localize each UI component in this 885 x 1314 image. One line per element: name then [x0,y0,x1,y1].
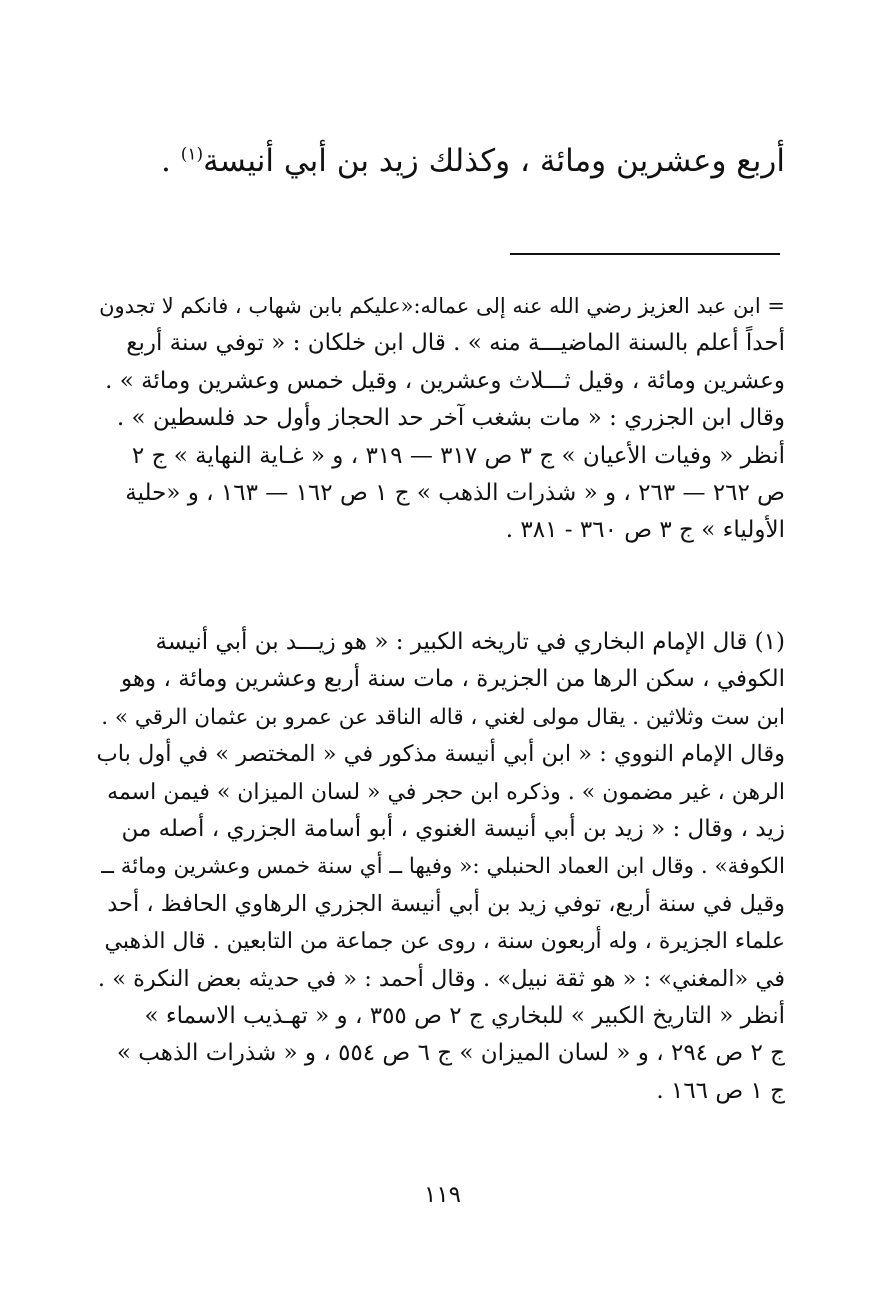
footnote-line: أنظر « التاريخ الكبير » للبخاري ج ٢ ص ٣٥٥ ، و « تهـذيب الاسماء » [144,1003,785,1030]
main-text-line [85,136,785,186]
footnote-line: ج ٢ ص ٢٩٤ ، و « لسان الميزان » ج ٦ ص ٥٥٤ ، و « شذرات الذهب » [116,1040,785,1067]
footnote-line: في «المغني» : « هو ثقة نبيل» . وقال أحمد : « في حديثه بعض النكرة » . [97,965,785,992]
footnote-line: زيد ، وقال : « زيد بن أبي أنيسة الغنوي ، أبو أسامة الجزري ، أصله من [121,816,785,843]
footnote-line: أحداً أعلم بالسنة الماضيـــة منه » . قال ابن خلكان : « توفي سنة أربع [126,330,785,357]
footnote-line: = ابن عبد العزيز رضي الله عنه إلى عماله:«عليكم بابن شهاب ، فانكم لا تجدون [99,294,785,318]
footnote-line: الرهن ، غير مضمون » . وذكره ابن حجر في « لسان الميزان » فيمن اسمه [107,779,785,805]
footnote-line: أنظر « وفيات الأعيان » ج ٣ ص ٣١٧ — ٣١٩ ، و « غـاية النهاية » ج ٢ [131,442,785,469]
footnote-1 [97,624,785,1110]
footnote-line: ص ٢٦٢ — ٢٦٣ ، و « شذرات الذهب » ج ١ ص ١٦٢ — ١٦٣ ، و «حلية [125,480,785,507]
footnote-line: الكوفي ، سكن الرها من الجزيرة ، مات سنة أربع وعشرين ومائة ، وهو [121,666,785,693]
footnote-line: وقيل في سنة أربع، توفي زيد بن أبي أنيسة الجزري الرهاوي الحافظ ، أحد [107,890,785,917]
main-text: أربع وعشرين ومائة ، وكذلك زيد بن أبي أنيسة [203,143,785,179]
footnote-line: الأولياء » ج ٣ ص ٣٦٠ - ٣٨١ . [505,517,785,544]
footnote-line: الكوفة» . وقال ابن العماد الحنبلي :« وفيها ــ أي سنة خمس وعشرين ومائة ــ [101,854,785,880]
footnote-line: علماء الجزيرة ، وله أربعون سنة ، روى عن جماعة من التابعين . قال الذهبي [104,929,785,955]
main-text-end: . [160,143,181,179]
footnote-line: وقال الإمام النووي : « ابن أبي أنيسة مذكور في « المختصر » في أول باب [96,741,785,768]
footnote-line: ج ١ ص ١٦٦ . [656,1077,785,1104]
footnote-line: وعشرين ومائة ، وقيل ثـــلاث وعشرين ، وقيل خمس وعشرين ومائة » . [105,367,785,394]
footnote-separator-rule [510,253,780,255]
footnote-line: (١) قال الإمام البخاري في تاريخه الكبير : « هو زيـــد بن أبي أنيسة [155,629,785,655]
footnote-line: ابن ست وثلاثين . يقال مولى لغني ، قاله الناقد عن عمرو بن عثمان الرقي » . [101,704,785,730]
footnote-line: وقال ابن الجزري : « مات بشغب آخر حد الحجاز وأول حد فلسطين » . [116,405,785,432]
page-number: ١١٩ [423,1182,462,1208]
footnote-reference: (١) [180,144,204,165]
footnote-continuation [97,288,785,550]
